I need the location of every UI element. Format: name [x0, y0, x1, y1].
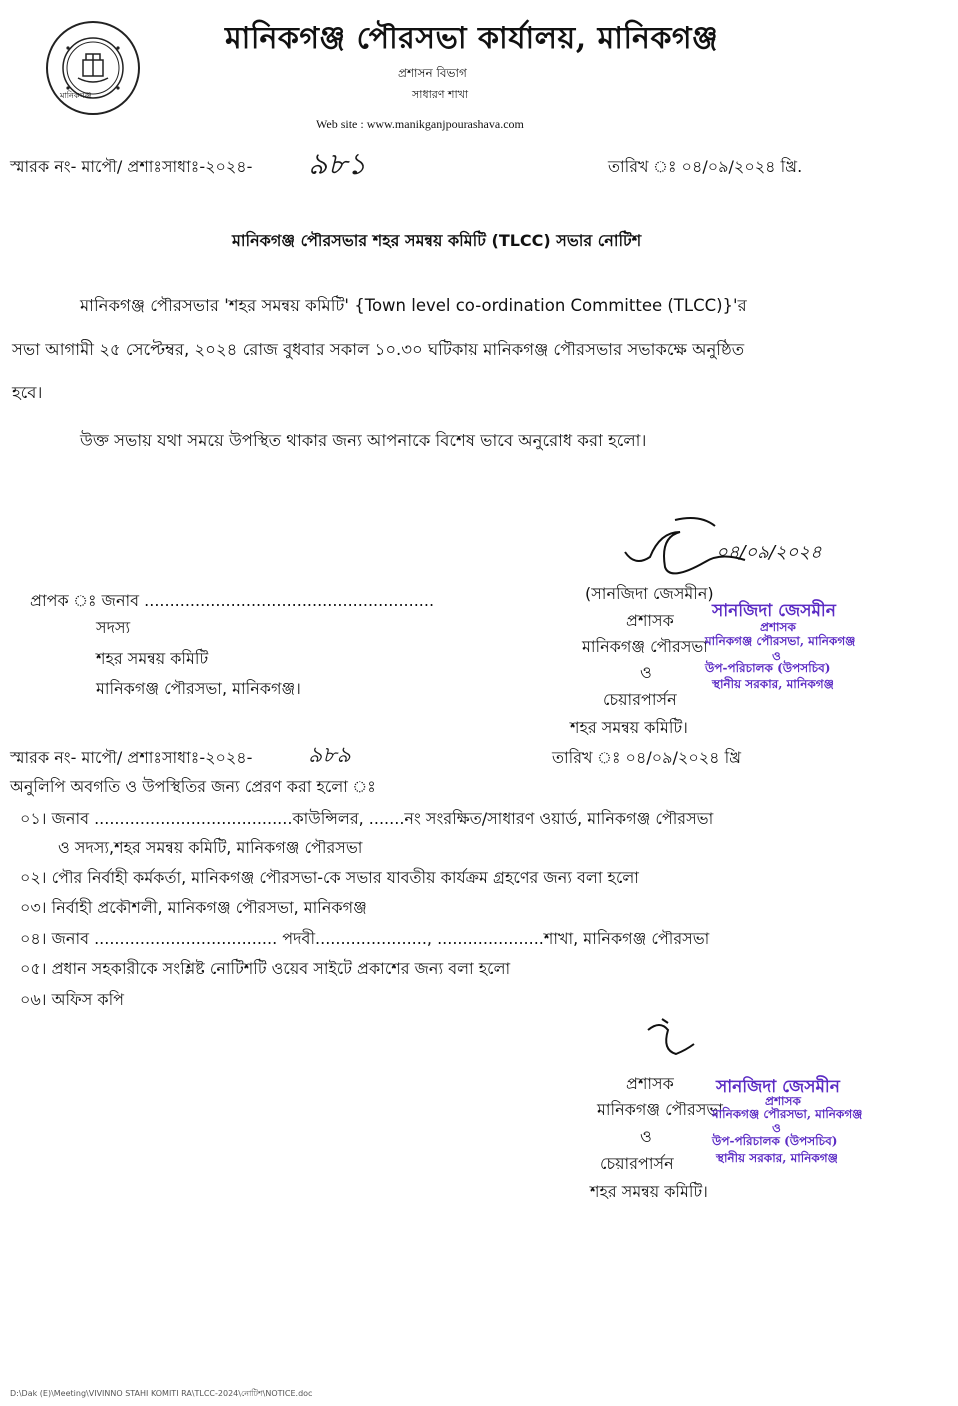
body-line-2: সভা আগামী ২৫ সেপ্টেম্বর, ২০২৪ রোজ বুধবার সকাল ১০.৩০ ঘটিকায় মানিকগঞ্জ পৌরসভার সভাকক্ষে অনুষ্ঠিত — [12, 340, 745, 359]
signatory-org: মানিকগঞ্জ পৌরসভা — [582, 637, 708, 656]
stamp-name: সানজিদা জেসমীন — [712, 601, 836, 621]
copy-item-1: ০১। জনাব .......................................কাউন্সিলর, .......নং সংরক্ষিত/সাধারণ ওয়ার্ড, মানিকগঞ্জ পৌরসভা — [20, 809, 714, 828]
signatory-name: (সানজিদা জেসমীন) — [585, 584, 714, 603]
stamp2-post: উপ-পরিচালক (উপসচিব) — [712, 1134, 838, 1148]
seal-text-bottom: মানিকগঞ্জ — [60, 91, 92, 100]
signatory-and: ও — [640, 663, 652, 682]
stamp2-name: সানজিদা জেসমীন — [716, 1077, 840, 1097]
stamp2-org: মানিকগঞ্জ পৌরসভা, মানিকগঞ্জ — [712, 1107, 863, 1121]
copy-item-2: ০২। পৌর নির্বাহী কর্মকর্তা, মানিকগঞ্জ পৌরসভা-কে সভার যাবতীয় কার্যক্রম গ্রহণের জন্য বলা হলো — [20, 868, 639, 887]
recipient-label: প্রাপক ঃ জনাব ......................................................... — [30, 591, 435, 610]
office-title: মানিকগঞ্জ পৌরসভা কার্যালয়, মানিকগঞ্জ — [225, 21, 719, 56]
stamp-org: মানিকগঞ্জ পৌরসভা, মানিকগঞ্জ — [705, 634, 856, 648]
signature-2 — [640, 1015, 700, 1060]
signatory2-role: চেয়ারপার্সন — [600, 1154, 674, 1173]
stamp-office: স্থানীয় সরকার, মানিকগঞ্জ — [712, 677, 834, 691]
memo2-ref-number: ৯৮৯ — [308, 743, 351, 768]
stamp-and: ও — [772, 649, 781, 663]
notice-subject: মানিকগঞ্জ পৌরসভার শহর সমন্বয় কমিটি (TLCC) সভার নোটিশ — [232, 231, 642, 250]
body-line-3: হবে। — [12, 383, 43, 402]
stamp2-and: ও — [772, 1121, 781, 1135]
signatory-title: প্রশাসক — [626, 611, 674, 630]
memo2-ref-label: স্মারক নং- মাপৌ/ প্রশাঃসাধাঃ-২০২৪- — [10, 748, 253, 767]
memo-ref-label: স্মারক নং- মাপৌ/ প্রশাঃসাধাঃ-২০২৪- — [10, 157, 253, 176]
signatory-role: চেয়ারপার্সন — [603, 690, 677, 709]
section-name: সাধারণ শাখা — [412, 88, 469, 101]
body-line-1: মানিকগঞ্জ পৌরসভার 'শহর সমন্বয় কমিটি' {Town level co-ordination Committee (TLCC)}'র — [80, 296, 747, 315]
signatory2-title: প্রশাসক — [626, 1074, 674, 1093]
recipient-member: সদস্য — [96, 618, 131, 637]
memo2-date: তারিখ ঃ ০৪/০৯/২০২৪ খ্রি — [552, 748, 742, 767]
stamp-title: প্রশাসক — [760, 620, 796, 634]
copy-item-6: ০৬। অফিস কপি — [20, 990, 125, 1009]
municipality-seal — [38, 18, 148, 118]
stamp2-office: স্থানীয় সরকার, মানিকগঞ্জ — [716, 1151, 838, 1165]
signatory2-committee: শহর সমন্বয় কমিটি। — [590, 1182, 708, 1201]
stamp-post: উপ-পরিচালক (উপসচিব) — [705, 661, 831, 675]
copy-item-4: ০৪। জনাব .................................... পদবী......................, .....................শাখা, মানিকগঞ্জ পৌরসভা — [20, 929, 710, 948]
signatory-committee: শহর সমন্বয় কমিটি। — [570, 718, 688, 737]
website-link[interactable]: Web site : www.manikganjpourashava.com — [316, 117, 524, 131]
recipient-org: মানিকগঞ্জ পৌরসভা, মানিকগঞ্জ। — [96, 679, 301, 698]
copy-item-5: ০৫। প্রধান সহকারীকে সংশ্লিষ্ট নোটিশটি ওয়েব সাইটে প্রকাশের জন্য বলা হলো — [20, 959, 511, 978]
copy-item-1-cont: ও সদস্য,শহর সমন্বয় কমিটি, মানিকগঞ্জ পৌরসভা — [58, 838, 363, 857]
copy-item-3: ০৩। নির্বাহী প্রকৌশলী, মানিকগঞ্জ পৌরসভা, মানিকগঞ্জ — [20, 898, 367, 917]
copy-intro: অনুলিপি অবগতি ও উপস্থিতির জন্য প্রেরণ করা হলো ঃ — [10, 777, 376, 796]
signatory2-org: মানিকগঞ্জ পৌরসভা — [597, 1100, 723, 1119]
file-path-footer: D:\Dak (E)\Meeting\VIVINNO STAHI KOMITI RA\TLCC-2024\নোটিশ\NOTICE.doc — [10, 1389, 313, 1398]
department-name: প্রশাসন বিভাগ — [398, 66, 467, 80]
body-line-4: উক্ত সভায় যথা সময়ে উপস্থিত থাকার জন্য আপনাকে বিশেষ ভাবে অনুরোধ করা হলো। — [80, 431, 647, 450]
signature-1-date: ০৪/০৯/২০২৪ — [716, 542, 822, 563]
recipient-committee: শহর সমন্বয় কমিটি — [96, 649, 209, 668]
memo-date: তারিখ ঃ ০৪/০৯/২০২৪ খ্রি. — [608, 157, 803, 176]
stamp2-title: প্রশাসক — [765, 1094, 801, 1108]
memo-ref-number: ৯৮১ — [308, 147, 367, 182]
signatory2-and: ও — [640, 1127, 652, 1146]
